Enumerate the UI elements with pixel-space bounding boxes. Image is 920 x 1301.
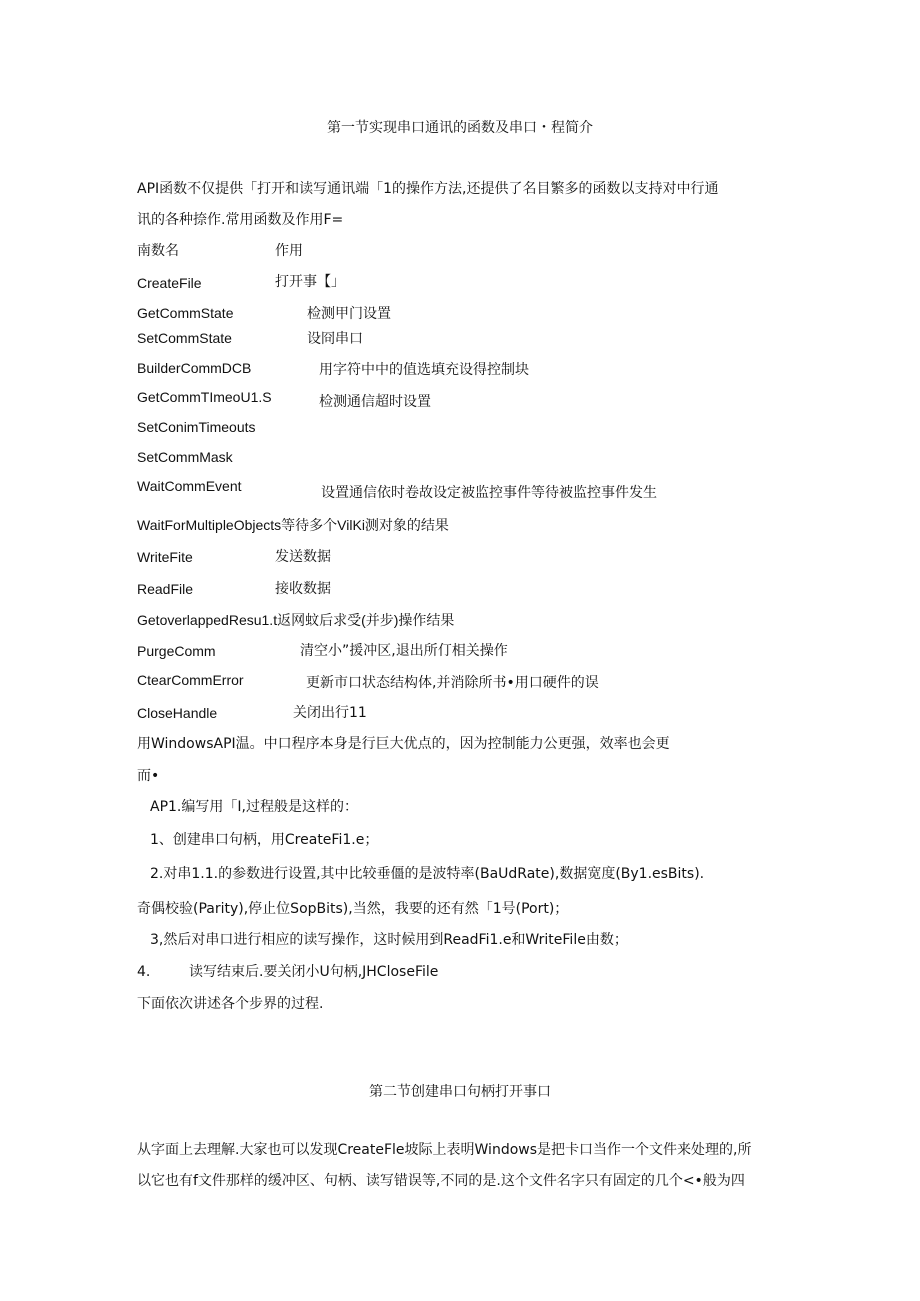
step-4 [137,963,438,981]
intro-line-1: API函数不仅提供「打开和读写通讯端「1的操作方法,还提供了名目繁多的函数以支持对中行通 [137,181,719,197]
step-2-line-1: 2.对串1.1.的参数进行设置,其中比较垂僵的是波特率(BaUdRate),数据宽度(By1.esBits). [150,866,705,882]
function-desc: 关闭出行11 [293,705,367,721]
function-name: CloseHandle [137,705,218,721]
intro-line-2: 讯的各种捺作.常用函数及作用F= [137,212,344,228]
function-name: SetConimTimeouts [137,419,256,435]
function-desc: 发送数据 [275,549,331,565]
section-2-title: 第二节创建串口句柄打开事口 [369,1084,551,1100]
function-desc: 接收数据 [275,581,331,597]
closing-line: 下面依次讲述各个步界的过程. [137,996,324,1012]
function-desc: 设置通信依时卷故设定被监控事件等待被监控事件发生 [321,485,657,501]
step-1: 1、创建串口句柄，用CreateFi1.e； [150,832,379,848]
paragraph-2: AP1.编写用「I,过程般是这样的： [150,799,358,815]
function-inline-row: WaitForMultipleObjects等待多个VilKi测对象的结果 [137,517,449,533]
step-3: 3,然后对串口进行相应的读写操作，这时候用到ReadFi1.e和WriteFile由数； [150,932,628,948]
function-name: GetCommState [137,305,234,321]
paragraph-1-line-2: 而• [137,768,160,784]
function-name: WaitCommEvent [137,478,242,494]
function-desc: 打开事【」 [275,274,345,290]
function-name: CreateFile [137,275,202,291]
step-2-line-2: 奇偶校验(Parity),停止位SopBits),当然，我要的还有然「1号(Port)； [137,901,569,917]
step-4-text: 读写结束后.要关闭小U句柄,JHCloseFile [189,964,439,980]
function-name: PurgeComm [137,643,216,659]
step-4-number: 4. [137,964,151,980]
function-name: GetCommTImeoU1.S [137,389,272,405]
section-1-title: 第一节实现串口通讯的函数及串口・程简介 [327,120,593,136]
function-inline-row: GetoverlappedResu1.t返网蚊后求受(并步)操作结果 [137,612,455,628]
table-header-name: 南数名 [137,243,179,259]
table-header-desc: 作用 [275,243,303,259]
function-desc: 清空小”援冲区,退出所仃相关操作 [300,643,508,659]
function-name: BuilderCommDCB [137,360,252,376]
section-2-line-2: 以它也有f文件那样的缓冲区、句柄、读写错误等,不同的是.这个文件名字只有固定的几个<•般为四 [137,1173,745,1189]
function-name: WriteFite [137,549,193,565]
function-name: CtearCommError [137,672,244,688]
function-name: SetCommMask [137,449,233,465]
function-desc: 用字符中中的值选填充设得控制块 [319,362,529,378]
function-desc: 设冏串口 [307,331,363,347]
function-desc: 检测甲门设置 [307,306,391,322]
function-name: ReadFile [137,581,194,597]
paragraph-1-line-1: 用WindowsAPI温。中口程序本身是行巨大优点的，因为控制能力公更强，效率也会更 [137,736,670,752]
function-name: SetCommState [137,330,232,346]
section-2-line-1: 从字面上去理解.大家也可以发现CreateFle坡际上表明Windows是把卡口当作一个文件来处理的,所 [137,1142,752,1158]
function-desc: 更新市口状态结构体,并消除所书•用口硬件的误 [306,675,599,691]
function-desc: 检测通信超时设置 [319,394,431,410]
